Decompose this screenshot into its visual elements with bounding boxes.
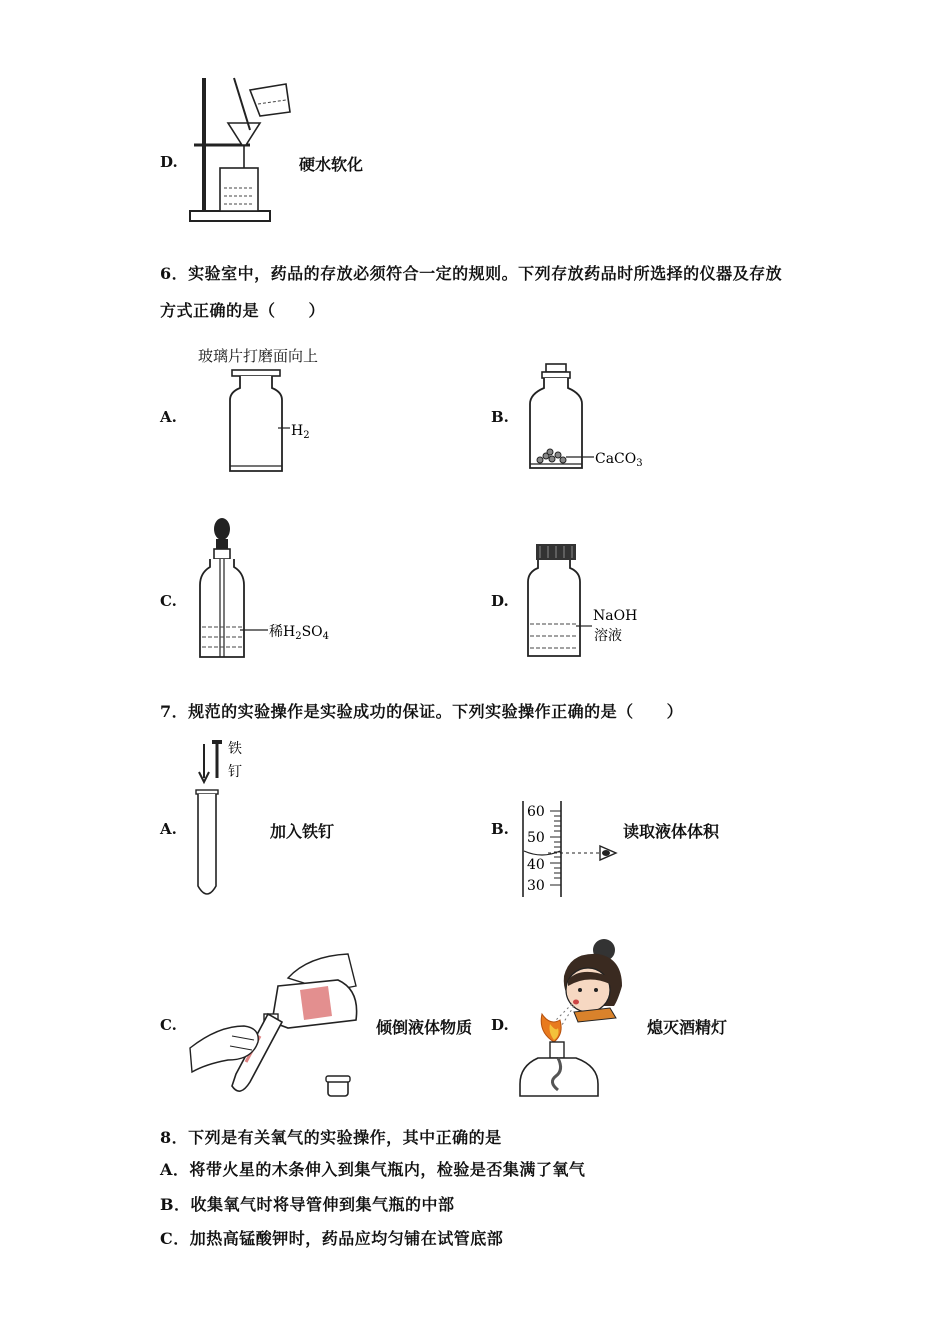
q5-option-d-caption: 硬水软化 [299, 155, 364, 174]
q8-option-b: B．收集氧气时将导管伸到集气瓶的中部 [160, 1195, 455, 1214]
svg-text:H2 [291, 423, 310, 441]
h2so4-tag-mid: SO [301, 624, 323, 640]
q7-option-d-label: D. [491, 1016, 509, 1034]
q7-option-b-label: B. [491, 820, 509, 838]
q7-option-d-caption: 熄灭酒精灯 [647, 1018, 728, 1037]
dropper-bottle-h2so4-figure [196, 515, 356, 665]
svg-text:稀H2SO4 [269, 624, 329, 642]
h2-tag-sub: 2 [303, 430, 310, 441]
h2so4-tag-sub1: 2 [295, 631, 302, 642]
cylinder-tick-60: 60 [527, 804, 545, 820]
pouring-liquid-figure [188, 950, 363, 1100]
caco3-tag-sub: 3 [636, 458, 643, 469]
q7-option-c-label: C. [160, 1016, 177, 1034]
q8-option-c: C．加热高锰酸钾时，药品应均匀铺在试管底部 [160, 1229, 504, 1248]
filtration-apparatus-figure [188, 68, 318, 228]
blowing-out-lamp-figure [518, 936, 628, 1104]
graduated-cylinder-figure [518, 797, 628, 907]
test-tube-nail-figure [192, 736, 262, 901]
cylinder-tick-40: 40 [527, 857, 545, 873]
cylinder-tick-30: 30 [527, 878, 545, 894]
q6-option-c-label: C. [160, 592, 177, 610]
h2-tag: H [291, 423, 304, 439]
q6-stem-line2: 方式正确的是（ ） [160, 301, 326, 320]
q7-option-a-label: A. [160, 820, 177, 838]
q7-stem: 7．规范的实验操作是实验成功的保证。下列实验操作正确的是（ ） [160, 702, 684, 721]
naoh-tag: NaOH [593, 608, 638, 624]
q8-option-a: A．将带火星的木条伸入到集气瓶内，检验是否集满了氧气 [160, 1160, 586, 1179]
svg-text:CaCO3 [595, 451, 643, 469]
gas-bottle-h2-figure [226, 368, 326, 478]
q7-option-b-caption: 读取液体体积 [623, 822, 720, 841]
h2so4-tag-pre: 稀H [269, 624, 296, 640]
naoh-tag-solution: 溶液 [594, 628, 622, 644]
h2so4-tag-sub2: 4 [322, 631, 330, 642]
nail-label-2: 钉 [228, 764, 242, 780]
q6-option-a-label: A. [160, 408, 177, 426]
screwcap-bottle-naoh-figure [526, 542, 666, 662]
nail-label-1: 铁 [228, 741, 242, 757]
q6-option-a-note: 玻璃片打磨面向上 [198, 347, 319, 365]
q7-option-c-caption: 倾倒液体物质 [376, 1018, 473, 1037]
q6-option-b-label: B. [491, 408, 509, 426]
reagent-bottle-caco3-figure [526, 362, 656, 477]
q5-option-d-label: D. [160, 153, 178, 171]
q6-stem-line1: 6．实验室中，药品的存放必须符合一定的规则。下列存放药品时所选择的仪器及存放 [160, 264, 783, 283]
caco3-tag: CaCO [595, 451, 637, 467]
q6-option-d-label: D. [491, 592, 509, 610]
cylinder-tick-50: 50 [527, 830, 545, 846]
q8-stem: 8．下列是有关氧气的实验操作，其中正确的是 [160, 1128, 502, 1147]
q7-option-a-caption: 加入铁钉 [270, 822, 335, 841]
